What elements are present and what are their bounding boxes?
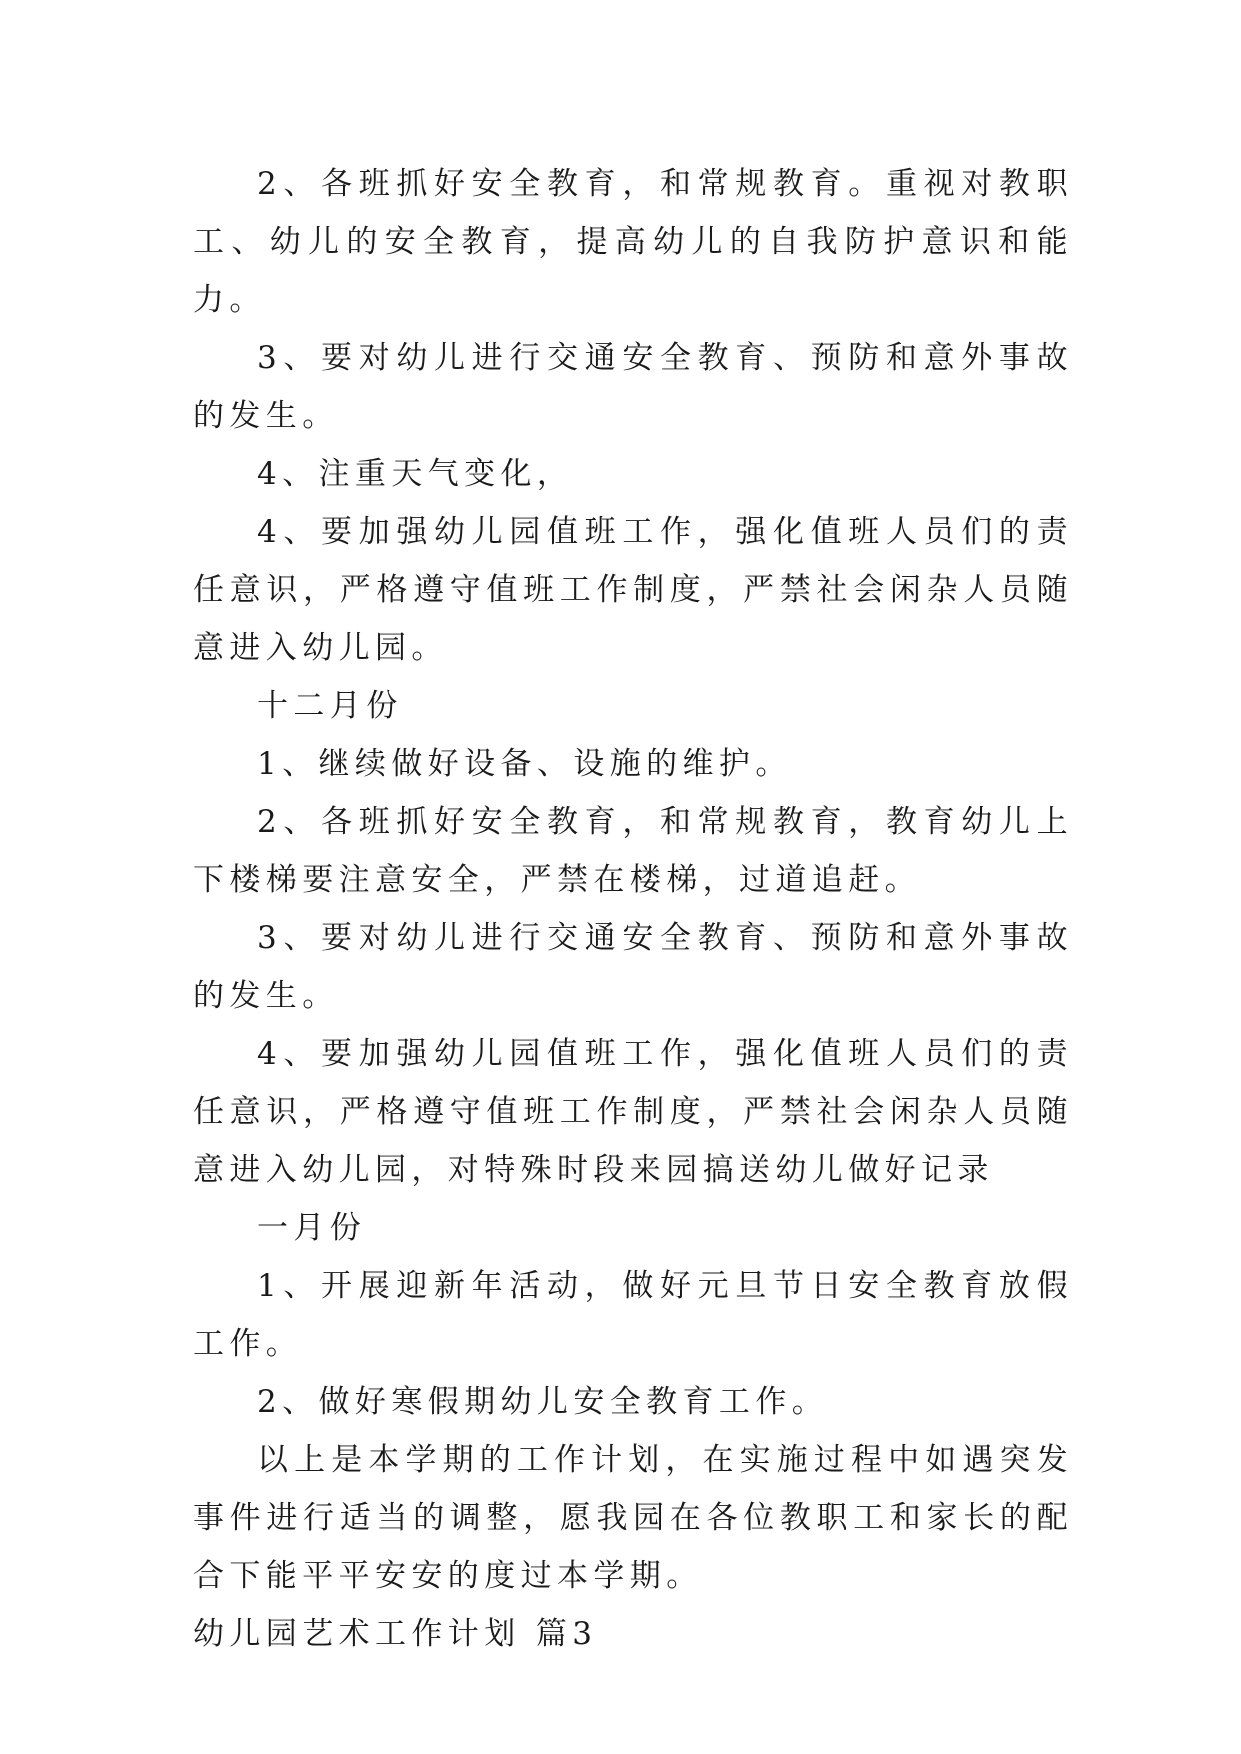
- paragraph-3: 4、注重天气变化，: [257, 456, 574, 492]
- paragraph-8: 3、要对幼儿进行交通安全教育、预防和意外事故的发生。: [193, 920, 1073, 1014]
- paragraph-9: 4、要加强幼儿园值班工作，强化值班人员们的责任意识，严格遵守值班工作制度，严禁社会闲杂人员随意进入幼儿园，对特殊时段来园搞送幼儿做好记录: [193, 1036, 1073, 1188]
- paragraph-7: 2、各班抓好安全教育，和常规教育，教育幼儿上下楼梯要注意安全，严禁在楼梯，过道追赶。: [193, 804, 1073, 898]
- paragraph-12: 2、做好寒假期幼儿安全教育工作。: [257, 1384, 829, 1420]
- paragraph-13: 以上是本学期的工作计划，在实施过程中如遇突发事件进行适当的调整，愿我园在各位教职工和家长的配合下能平平安安的度过本学期。: [193, 1442, 1073, 1594]
- document-body: [193, 155, 1073, 1663]
- paragraph-4: 4、要加强幼儿园值班工作，强化值班人员们的责任意识，严格遵守值班工作制度，严禁社会闲杂人员随意进入幼儿园。: [193, 514, 1073, 666]
- paragraph-2: 3、要对幼儿进行交通安全教育、预防和意外事故的发生。: [193, 340, 1073, 434]
- section-title-art-plan: 幼儿园艺术工作计划 篇3: [193, 1616, 598, 1652]
- paragraph-1: 2、各班抓好安全教育，和常规教育。重视对教职工、幼儿的安全教育，提高幼儿的自我防护意识和能力。: [193, 166, 1073, 318]
- paragraph-6: 1、继续做好设备、设施的维护。: [257, 746, 792, 782]
- section-heading-january: 一月份: [257, 1210, 367, 1246]
- paragraph-11: 1、开展迎新年活动，做好元旦节日安全教育放假工作。: [193, 1268, 1073, 1362]
- section-heading-december: 十二月份: [257, 688, 403, 724]
